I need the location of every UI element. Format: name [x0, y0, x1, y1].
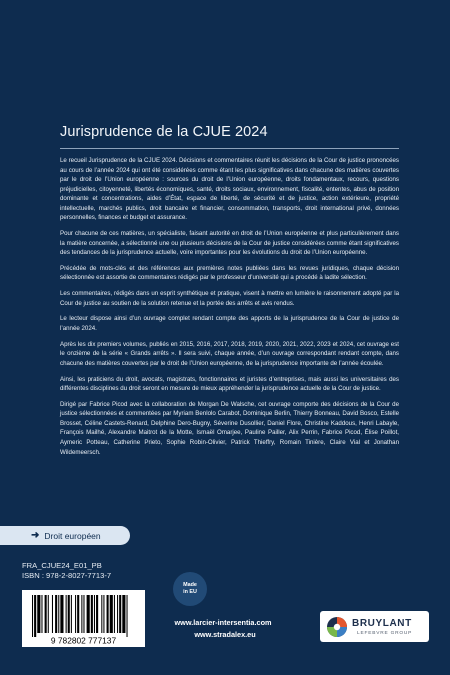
paragraph: Précédée de mots-clés et des références aux premières notes publiées dans les revues juridiques, chaque décision sélectionnée est assortie de commentaires rédigés par le professeur d’université qui a procédé à ladite sélection.	[60, 264, 399, 282]
paragraph: Pour chacune de ces matières, un spécialiste, faisant autorité en droit de l’Union européenne et plus particulièrement dans la matière concernée, a sélectionné une ou plusieurs décisions de la Cour de justice considérées comme étant significatives des tendances de la jurisprudence actuelle, voire importantes pour les évolutions du droit de l’Union européenne.	[60, 230, 399, 257]
category-tag	[0, 526, 130, 545]
website-link[interactable]: www.stradalex.eu	[194, 630, 256, 639]
paragraph: Ainsi, les praticiens du droit, avocats, magistrats, fonctionnaires et juristes d’entreprises, mais aussi les universitaires des différentes disciplines du droit seront en mesure de mieux appréhender la jurisprudence actuelle de la Cour de justice.	[60, 375, 399, 393]
publisher-subtitle: LEFEBVRE GROUP	[357, 631, 413, 636]
badge-line: Made	[183, 582, 197, 588]
arrow-right-icon: ➜	[31, 530, 40, 541]
made-in-eu-badge	[173, 572, 207, 606]
isbn: ISBN : 978-2-8027-7713-7	[22, 571, 112, 580]
product-references	[22, 561, 111, 581]
publisher-logo	[320, 611, 429, 642]
paragraph: Dirigé par Fabrice Picod avec la collaboration de Morgan De Walsche, cet ouvrage comporte des décisions de la Cour de justice sélectionnées et commentées par Myriam Benlolo Carabot, Dominique Berlin, Thierry Bonneau, David Bosco, Estelle Brosset, Céline Castets-Renard, Delphine Dero-Bugny, Séverine Dusollier, Daniel Flore, Christine Kaddous, Henri Labayle, François Mailhé, Alexandre Maitrot de la Motte, Ismaël Omarjee, Pauline Pailler, Alix Perrin, Fabrice Picod, Élise Poillot, Aymeric Potteau, Catherine Prieto, Sophie Robin-Olivier, Patrick Thieffry, Romain Tinière, Claire Vial et Jonathan Wildemeersch.	[60, 400, 399, 456]
badge-line: in EU	[183, 589, 197, 595]
back-cover-text	[60, 156, 399, 463]
book-title: Jurisprudence de la CJUE 2024	[60, 124, 268, 140]
bruylant-logo-icon	[326, 616, 348, 638]
barcode-number: 9 782802 777137	[50, 635, 117, 646]
website-link[interactable]: www.larcier-intersentia.com	[174, 618, 272, 627]
category-label: Droit européen	[44, 530, 101, 541]
paragraph: Le recueil Jurisprudence de la CJUE 2024. Décisions et commentaires réunit les décisions de la Cour de justice prononcées au cours de l’année 2024 qui ont été considérées comme étant les plus significatives dans chacune des matières couvertes par le droit de l’Union européenne : sources du droit de l’Union européenne, droits fondamentaux, recours, questions préjudicielles, citoyenneté, libertés économiques, santé, droits sociaux, environnement, fiscalité, ententes, abus de position dominante et concentrations, aides d’État, espace de liberté, de sécurité et de justice, action extérieure, propriété intellectuelle, marchés publics, droit bancaire et financier, consommation, transports, droit international privé, données personnelles, finances et budget et assurance.	[60, 157, 399, 222]
publisher-name: BRUYLANT	[352, 618, 412, 629]
paragraph: Après les dix premiers volumes, publiés en 2015, 2016, 2017, 2018, 2019, 2020, 2021, 2022, 2023 et 2024, cet ouvrage est le onzième de la série « Grands arrêts ». Il sera suivi, chaque année, d’un ouvrage correspondant rendant compte, dans chacune des matières couvertes par le droit de l’Union européenne, de la jurisprudence importante de l’année écoulée.	[60, 340, 399, 367]
title-divider	[60, 148, 399, 149]
paragraph: Le lecteur dispose ainsi d’un ouvrage complet rendant compte des apports de la jurisprudence de la Cour de justice de l’année 2024.	[60, 315, 399, 332]
product-code: FRA_CJUE24_E01_PB	[22, 561, 102, 570]
paragraph: Les commentaires, rédigés dans un esprit synthétique et pratique, visent à mettre en lumière le raisonnement adopté par la Cour de justice au soutien de la solution retenue et la portée des arrêts et avis rendus.	[60, 290, 399, 307]
